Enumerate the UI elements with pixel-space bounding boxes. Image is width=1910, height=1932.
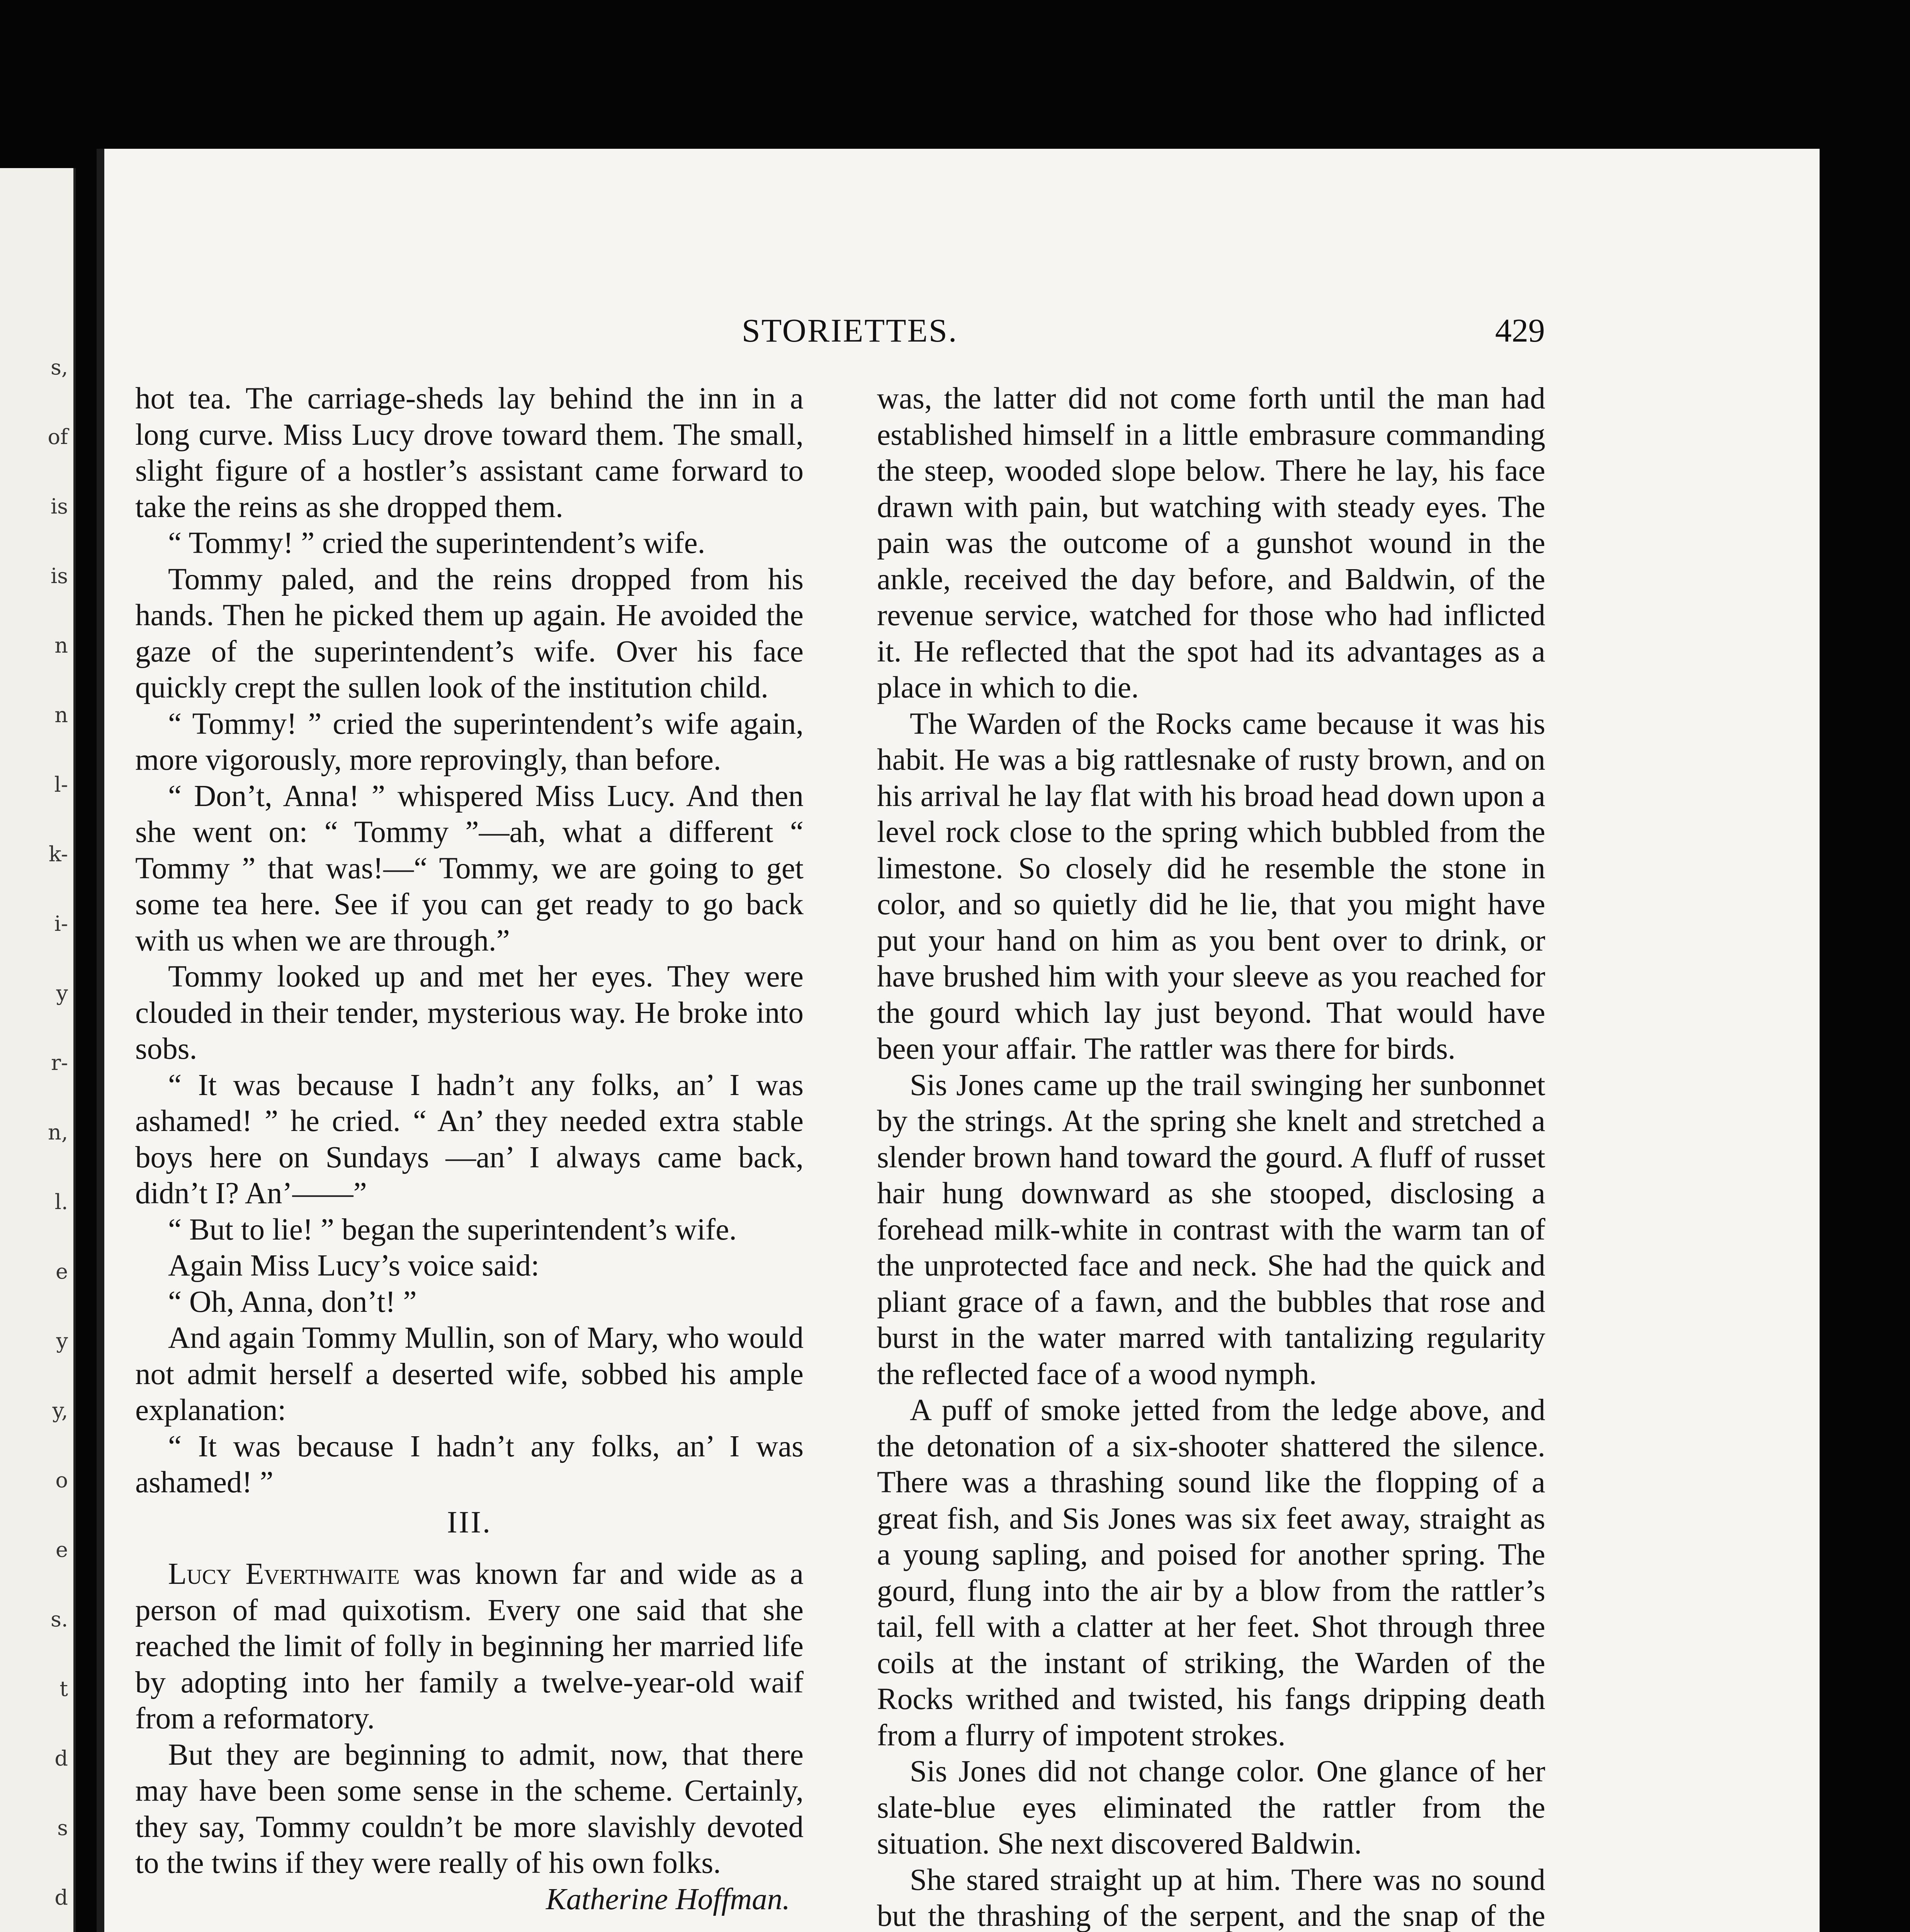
- left-page-fragment: is: [51, 494, 68, 519]
- lucy-paragraph-text: was known far and wide as a person of mad quixotism. Every one said that she reached the limit of folly in beginning her married life by adopting into her family a twelve-year-old waif from a reformatory.: [135, 1557, 804, 1735]
- left-page-edge: [0, 168, 76, 1932]
- paragraph: “ Tommy! ” cried the superintendent’s wife again, more vigorously, more reprovingly, than before.: [135, 707, 804, 777]
- page-number: 429: [1495, 312, 1545, 349]
- paragraph: Sis Jones came up the trail swinging her sunbonnet by the strings. At the spring she knelt and stretched a slender brown hand toward the gourd. A fluff of russet hair hung downward as she stooped, disclosing a forehead milk-white in contrast with the warm tan of the unprotected face and neck. She had the quick and pliant grace of a fawn, and the bubbles that rose and burst in the water marred with tantalizing regularity the reflected face of a wood nymph.: [877, 1068, 1545, 1391]
- left-page-fragment: of: [48, 425, 68, 449]
- left-page-fragment: n: [54, 703, 68, 727]
- lucy-paragraph: [135, 1556, 804, 1737]
- page-header: [104, 311, 1820, 357]
- left-page-fragment: l-: [54, 772, 68, 797]
- left-page-fragment: k-: [48, 842, 68, 866]
- left-column: [135, 381, 804, 1932]
- left-page-fragment: d: [54, 1885, 68, 1910]
- left-page-fragment: r-: [51, 1051, 68, 1075]
- left-page-fragment: y: [56, 981, 68, 1005]
- paragraph: Sis Jones did not change color. One glance of her slate-blue eyes eliminated the rattler from the situation. She next discovered Baldwin.: [877, 1755, 1545, 1861]
- paragraph: Again Miss Lucy’s voice said:: [168, 1249, 540, 1282]
- paragraph: “ It was because I hadn’t any folks, an’ I was ashamed! ” he cried. “ An’ they needed extra stable boys here on Sundays —an’ I always came back, didn’t I? An’——”: [135, 1068, 804, 1210]
- left-page-fragment: y: [56, 1329, 68, 1353]
- left-page-fragment: d: [54, 1746, 68, 1770]
- left-page-fragment: n: [54, 633, 68, 658]
- paragraph: “ It was because I hadn’t any folks, an’ I was ashamed! ”: [135, 1429, 804, 1499]
- left-column-paragraphs: [135, 381, 804, 1501]
- running-title: STORIETTES.: [742, 312, 958, 349]
- left-page-fragment: s: [57, 1816, 68, 1840]
- paragraph: She stared straight up at him. There was no sound but the thrashing of the serpent, and the snap of the: [877, 1863, 1545, 1932]
- left-page-fragment: e: [56, 1259, 68, 1284]
- left-page-fragment: y,: [52, 1398, 68, 1423]
- right-column: [877, 381, 1545, 1932]
- left-page-fragment: s.: [51, 1607, 68, 1631]
- paragraph: was, the latter did not come forth until the man had established himself in a little embrasure commanding the steep, wooded slope below. There he lay, his face drawn with pain, but watching with steady eyes. The pain was the outcome of a gunshot wound in the ankle, received the day before, and Baldwin, of the revenue service, watched for those who had inflicted it. He reflected that the spot had its advantages as a place in which to die.: [877, 382, 1545, 704]
- left-page-fragment: o: [55, 1468, 68, 1492]
- paragraph: “ Oh, Anna, don’t! ”: [168, 1285, 417, 1319]
- closing-paragraph: But they are beginning to admit, now, that there may have been some sense in the scheme. Certainly, they say, Tommy couldn’t be more slavishly devoted to the twins if they were really of his own folks.: [135, 1738, 804, 1880]
- paragraph: Tommy looked up and met her eyes. They were clouded in their tender, mysterious way. He broke into sobs.: [135, 960, 804, 1066]
- left-page-fragment: e: [56, 1537, 68, 1562]
- paragraph: The Warden of the Rocks came because it was his habit. He was a big rattlesnake of rusty brown, and on his arrival he lay flat with his broad head down upon a level rock close to the spring which bubbled from the limestone. So closely did he resemble the stone in color, and so quietly did he lie, that you might have put your hand on him as you bent over to drink, or have brushed him with your sleeve as you reached for the gourd which lay just beyond. That would have been your affair. The rattler was there for birds.: [877, 707, 1545, 1066]
- paragraph: “ Don’t, Anna! ” whispered Miss Lucy. And then she went on: “ Tommy ”—ah, what a different “ Tommy ” that was!—“ Tommy, we are going to get some tea here. See if you can get ready to go back with us when we are through.”: [135, 779, 804, 957]
- left-page-fragment: i-: [54, 912, 68, 936]
- paragraph: “ But to lie! ” began the superintendent’s wife.: [168, 1213, 737, 1247]
- left-page-fragment: l.: [54, 1190, 68, 1214]
- paragraph: A puff of smoke jetted from the ledge above, and the detonation of a six-shooter shattered the silence. There was a thrashing sound like the flopping of a great fish, and Sis Jones was six feet away, straight as a young sapling, and poised for another spring. The gourd, flung into the air by a blow from the rattler’s tail, fell with a clatter at her feet. Shot through three coils at the instant of striking, the Warden of the Rocks writhed and twisted, his fangs dripping death from a flurry of impotent strokes.: [877, 1393, 1545, 1752]
- book-page: [104, 149, 1820, 1932]
- right-column-paragraphs: [877, 381, 1545, 1932]
- left-page-fragment: is: [51, 564, 68, 588]
- paragraph: hot tea. The carriage-sheds lay behind the inn in a long curve. Miss Lucy drove toward them. The small, slight figure of a hostler’s assistant came forward to take the reins as she dropped them.: [135, 382, 804, 524]
- paragraph: Tommy paled, and the reins dropped from his hands. Then he picked them up again. He avoided the gaze of the superintendent’s wife. Over his face quickly crept the sullen look of the institution child.: [135, 562, 804, 704]
- paragraph: And again Tommy Mullin, son of Mary, who would not admit herself a deserted wife, sobbed his ample explanation:: [135, 1321, 804, 1427]
- paragraph: “ Tommy! ” cried the superintendent’s wife.: [168, 526, 705, 560]
- author-signature: Katherine Hoffman.: [546, 1882, 790, 1916]
- left-page-fragment: t: [59, 1677, 68, 1701]
- left-page-fragment: s,: [51, 355, 68, 379]
- section-number-three: III.: [447, 1505, 492, 1539]
- left-page-fragment: n,: [48, 1120, 68, 1145]
- lucy-name: Lucy Everthwaite: [168, 1557, 400, 1591]
